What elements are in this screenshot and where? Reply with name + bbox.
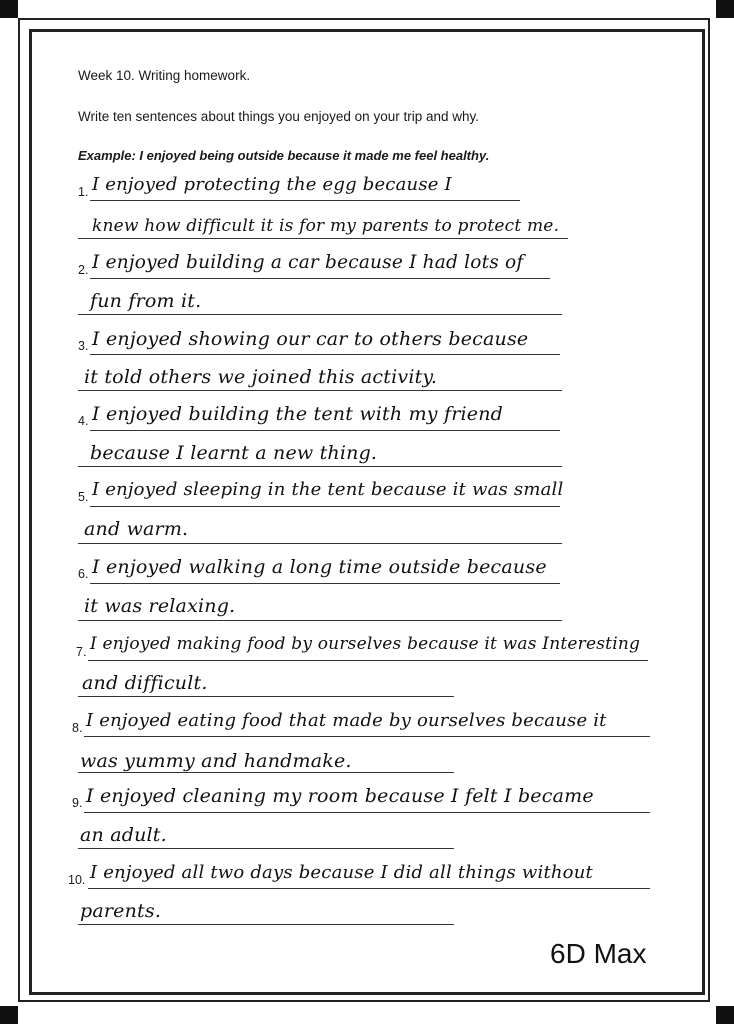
answer-line-1: I enjoyed building a car because I had lots of [92, 252, 524, 273]
answer-rule [90, 506, 560, 507]
answer-rule [78, 390, 562, 391]
answer-line-2: knew how difficult it is for my parents to protect me. [92, 216, 560, 236]
answer-rule [84, 736, 650, 737]
answer-number: 4. [78, 414, 89, 428]
worksheet-example: Example: I enjoyed being outside because it made me feel healthy. [78, 148, 490, 163]
answer-rule [88, 660, 648, 661]
scan-corner-bottom-right [716, 1006, 734, 1024]
answer-rule [78, 848, 454, 849]
answer-rule [78, 238, 568, 239]
answer-line-1: I enjoyed cleaning my room because I felt I became [86, 785, 594, 807]
answer-line-2: fun from it. [90, 290, 202, 312]
answer-line-2: was yummy and handmake. [80, 750, 352, 772]
answer-line-2: it told others we joined this activity. [84, 366, 438, 388]
answer-line-2: parents. [80, 900, 162, 922]
answer-rule [88, 888, 650, 889]
answer-line-1: I enjoyed walking a long time outside because [92, 556, 547, 578]
answer-rule [90, 278, 550, 279]
answer-number: 6. [78, 567, 89, 581]
answer-line-1: I enjoyed showing our car to others because [92, 328, 529, 350]
scan-corner-top-right [716, 0, 734, 18]
answer-line-1: I enjoyed protecting the egg because I [92, 174, 452, 195]
answer-rule [78, 696, 454, 697]
answer-line-1: I enjoyed building the tent with my friend [92, 403, 503, 425]
student-name: 6D Max [550, 938, 647, 969]
answer-number: 3. [78, 339, 89, 353]
answer-line-2: and warm. [84, 518, 189, 540]
answer-line-1: I enjoyed making food by ourselves because it was Interesting [90, 634, 641, 654]
answer-number: 10. [68, 873, 86, 887]
answer-rule [78, 772, 454, 773]
worksheet-instruction: Write ten sentences about things you enjoyed on your trip and why. [78, 109, 479, 124]
answer-number: 1. [78, 185, 89, 199]
answer-number: 9. [72, 796, 83, 810]
answer-rule [84, 812, 650, 813]
answer-line-1: I enjoyed eating food that made by ourselves because it [86, 710, 607, 731]
answer-rule [78, 924, 454, 925]
answer-rule [78, 620, 562, 621]
answer-number: 8. [72, 721, 83, 735]
answer-rule [78, 543, 562, 544]
answer-line-1: I enjoyed all two days because I did all things without [90, 862, 593, 883]
scan-corner-bottom-left [0, 1006, 18, 1024]
answer-number: 7. [76, 645, 87, 659]
answer-line-2: an adult. [80, 824, 167, 846]
answer-rule [78, 466, 562, 467]
answer-rule [90, 200, 520, 201]
answer-number: 2. [78, 263, 89, 277]
answer-rule [78, 314, 562, 315]
answer-rule [90, 583, 560, 584]
answer-line-2: because I learnt a new thing. [90, 442, 378, 464]
scan-corner-top-left [0, 0, 18, 18]
answer-line-1: I enjoyed sleeping in the tent because it was small [92, 479, 564, 500]
worksheet-title: Week 10. Writing homework. [78, 68, 251, 83]
answer-line-2: it was relaxing. [84, 595, 236, 617]
answer-number: 5. [78, 490, 89, 504]
answer-rule [90, 430, 560, 431]
answer-rule [90, 354, 560, 355]
answer-line-2: and difficult. [82, 672, 208, 694]
